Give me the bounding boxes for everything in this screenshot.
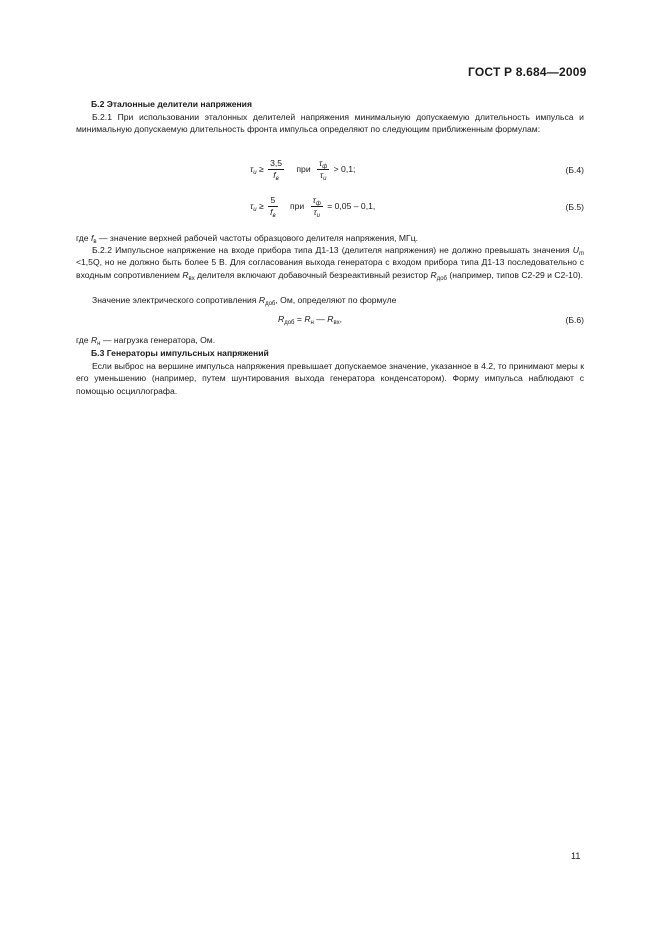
formula-b5-condition: = 0,05 – 0,1,	[327, 200, 376, 211]
formula-b5-numerator: 5	[268, 195, 278, 207]
document-standard-header: ГОСТ Р 8.684—2009	[468, 65, 587, 79]
formula-b4-denominator: $f_в$	[273, 170, 279, 182]
section-b2-heading: Б.2 Эталонные делители напряжения	[91, 99, 252, 109]
formula-b5-fraction	[268, 195, 278, 218]
formula-b4-relation: ≥	[258, 163, 264, 174]
formula-b4-lhs-sub: и	[253, 169, 257, 176]
formula-b5-cond-denominator: $\tau_и$	[313, 207, 320, 219]
formula-b5-denominator: $f_в$	[270, 207, 276, 219]
formula-b4-when: при	[296, 163, 311, 174]
formula-b6-number: (Б.6)	[565, 315, 584, 325]
paragraph-b2-2: Б.2.2 Импульсное напряжение на входе прибора типа Д1-13 (делителя напряжения) не должно превышать значения $U_m <1,5Q$, но не должно быть более 5 В. Для согласования выхода генератора с входом прибора типа Д1-13 последовательно с входным сопротивлением $R_{вх}$ делителя включают добавочный безреактивный резистор $R_{доб}$ (например, типов С2-29 и С2-10).	[76, 245, 584, 282]
formula-b5-when: при	[289, 200, 305, 211]
formula-b5-lhs-sub: и	[253, 206, 257, 213]
formula-b5-condition-fraction	[311, 195, 323, 218]
formula-b5-cond-numerator: $\tau_ф$	[312, 195, 321, 207]
page-number: 11	[571, 851, 581, 861]
formula-b4-lhs: τ	[250, 163, 254, 174]
formula-b4-condition-fraction	[317, 158, 329, 181]
where-clause-rn: где $R_н$ — нагрузка генератора, Ом.	[76, 335, 216, 347]
formula-b5-number: (Б.5)	[565, 202, 584, 212]
formula-b4-condition: > 0,1;	[333, 163, 356, 174]
paragraph-b2-resistance: Значение электрического сопротивления $R_{доб}$, Ом, определяют по формуле	[92, 295, 397, 307]
formula-b5-lhs: τ	[250, 200, 254, 211]
paragraph-b2-1: Б.2.1 При использовании эталонных делителей напряжения минимальную допускаемую длительность импульса и минимальную допускаемую длительность фронта импульса определяют по следующим приближенным формулам:	[76, 112, 584, 135]
formula-b5-relation: ≥	[258, 200, 264, 211]
formula-b4-numerator: 3,5	[270, 158, 283, 168]
formula-b4-cond-denominator: $\tau_и$	[319, 170, 327, 182]
formula-b4-cond-numerator: $\tau_ф$	[319, 158, 328, 170]
formula-b5	[250, 195, 375, 218]
formula-b4-number: (Б.4)	[565, 165, 584, 175]
formula-b4	[250, 158, 355, 181]
section-b3-heading: Б.3 Генераторы импульсных напряжений	[91, 348, 269, 358]
where-clause-fv: где $f_в$ — значение верхней рабочей частоты образцового делителя напряжения, МГц.	[76, 233, 418, 245]
formula-b6: $R_{доб} = R_н$ — $R_{вх}$,	[278, 314, 343, 326]
formula-b4-fraction	[268, 158, 284, 181]
paragraph-b3: Если выброс на вершине импульса напряжения превышает допускаемое значение, указанное в 4.2, то принимают меры к его уменьшению (например, путем шунтирования выхода генератора конденсатором). Форму импульса наблюдают с помощью осциллографа.	[76, 361, 584, 396]
